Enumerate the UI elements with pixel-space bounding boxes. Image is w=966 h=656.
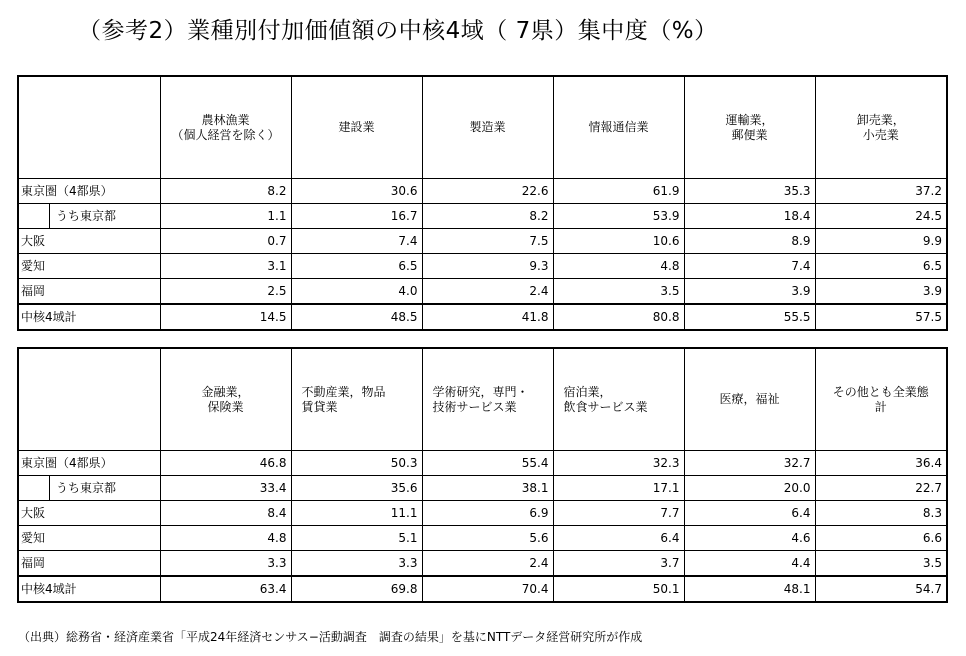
row-label-cell: 愛知 [18,254,160,279]
corner-cell [18,348,160,451]
value-cell: 38.1 [422,476,553,501]
column-header: 卸売業， 小売業 [815,76,947,179]
value-cell: 41.8 [422,304,553,330]
source-note: （出典）総務省・経済産業省「平成24年経済センサス−活動調査 調査の結果」を基にNTTデータ経営研究所が作成 [18,630,643,644]
row-label: うち東京都 [56,209,117,223]
value-cell: 8.2 [422,204,553,229]
row-label: うち東京都 [56,481,117,495]
value-cell: 3.9 [684,279,815,305]
value-cell: 63.4 [160,576,291,602]
value-cell: 61.9 [553,179,684,204]
table-row [18,576,947,602]
value-cell: 22.7 [815,476,947,501]
value-cell: 1.1 [160,204,291,229]
value-cell: 6.9 [422,501,553,526]
value-cell: 2.4 [422,551,553,577]
column-header: 建設業 [291,76,422,179]
value-cell: 0.7 [160,229,291,254]
table-header-row [18,76,947,179]
value-cell: 48.5 [291,304,422,330]
value-cell: 3.5 [553,279,684,305]
value-cell: 7.4 [291,229,422,254]
value-cell: 6.5 [291,254,422,279]
value-cell: 70.4 [422,576,553,602]
value-cell: 2.5 [160,279,291,305]
value-cell: 8.2 [160,179,291,204]
column-header: 農林漁業 （個人経営を除く） [160,76,291,179]
value-cell: 6.6 [815,526,947,551]
value-cell: 6.5 [815,254,947,279]
value-cell: 9.9 [815,229,947,254]
value-cell: 17.1 [553,476,684,501]
table-row [18,279,947,305]
row-label-cell: 東京圏（4都県） [18,179,160,204]
table-row [18,229,947,254]
table-row [18,304,947,330]
value-cell: 80.8 [553,304,684,330]
value-cell: 18.4 [684,204,815,229]
table-2 [17,347,948,603]
value-cell: 57.5 [815,304,947,330]
row-label-cell: 大阪 [18,501,160,526]
value-cell: 3.5 [815,551,947,577]
value-cell: 37.2 [815,179,947,204]
value-cell: 30.6 [291,179,422,204]
value-cell: 8.4 [160,501,291,526]
value-cell: 50.1 [553,576,684,602]
table-1 [17,75,948,331]
value-cell: 6.4 [553,526,684,551]
value-cell: 7.5 [422,229,553,254]
value-cell: 55.4 [422,451,553,476]
table-row [18,179,947,204]
value-cell: 2.4 [422,279,553,305]
value-cell: 7.7 [553,501,684,526]
value-cell: 50.3 [291,451,422,476]
value-cell: 16.7 [291,204,422,229]
value-cell: 54.7 [815,576,947,602]
table-row [18,204,947,229]
row-label-cell: 中核4域計 [18,576,160,602]
table-row [18,254,947,279]
page-title: （参考2）業種別付加価値額の中核4域（ 7県）集中度（%） [78,18,718,44]
column-header: 宿泊業， 飲食サービス業 [553,348,684,451]
column-header: 学術研究，専門・ 技術サービス業 [422,348,553,451]
value-cell: 4.8 [160,526,291,551]
value-cell: 3.7 [553,551,684,577]
value-cell: 4.0 [291,279,422,305]
value-cell: 46.8 [160,451,291,476]
value-cell: 3.1 [160,254,291,279]
value-cell: 35.6 [291,476,422,501]
row-label-cell [18,204,160,229]
corner-cell [18,76,160,179]
value-cell: 24.5 [815,204,947,229]
column-header: 情報通信業 [553,76,684,179]
value-cell: 32.3 [553,451,684,476]
row-label-cell: 東京圏（4都県） [18,451,160,476]
value-cell: 9.3 [422,254,553,279]
row-label-cell: 中核4域計 [18,304,160,330]
value-cell: 8.9 [684,229,815,254]
row-label-cell: 大阪 [18,229,160,254]
value-cell: 3.9 [815,279,947,305]
value-cell: 55.5 [684,304,815,330]
value-cell: 22.6 [422,179,553,204]
value-cell: 33.4 [160,476,291,501]
value-cell: 4.4 [684,551,815,577]
value-cell: 32.7 [684,451,815,476]
table-row [18,551,947,577]
table-row [18,476,947,501]
row-label-cell: 愛知 [18,526,160,551]
value-cell: 35.3 [684,179,815,204]
row-label-cell [18,476,160,501]
row-label-cell: 福岡 [18,279,160,305]
value-cell: 48.1 [684,576,815,602]
row-label-cell: 福岡 [18,551,160,577]
table-header-row [18,348,947,451]
table-row [18,501,947,526]
value-cell: 4.6 [684,526,815,551]
value-cell: 20.0 [684,476,815,501]
value-cell: 7.4 [684,254,815,279]
value-cell: 10.6 [553,229,684,254]
value-cell: 3.3 [291,551,422,577]
value-cell: 4.8 [553,254,684,279]
column-header: 不動産業，物品 賃貸業 [291,348,422,451]
column-header: 金融業， 保険業 [160,348,291,451]
table-row [18,526,947,551]
value-cell: 69.8 [291,576,422,602]
value-cell: 36.4 [815,451,947,476]
value-cell: 14.5 [160,304,291,330]
value-cell: 8.3 [815,501,947,526]
column-header: 製造業 [422,76,553,179]
value-cell: 53.9 [553,204,684,229]
value-cell: 5.6 [422,526,553,551]
column-header: その他とも全業態 計 [815,348,947,451]
value-cell: 5.1 [291,526,422,551]
value-cell: 11.1 [291,501,422,526]
table-row [18,451,947,476]
value-cell: 3.3 [160,551,291,577]
column-header: 医療，福祉 [684,348,815,451]
value-cell: 6.4 [684,501,815,526]
column-header: 運輸業， 郵便業 [684,76,815,179]
